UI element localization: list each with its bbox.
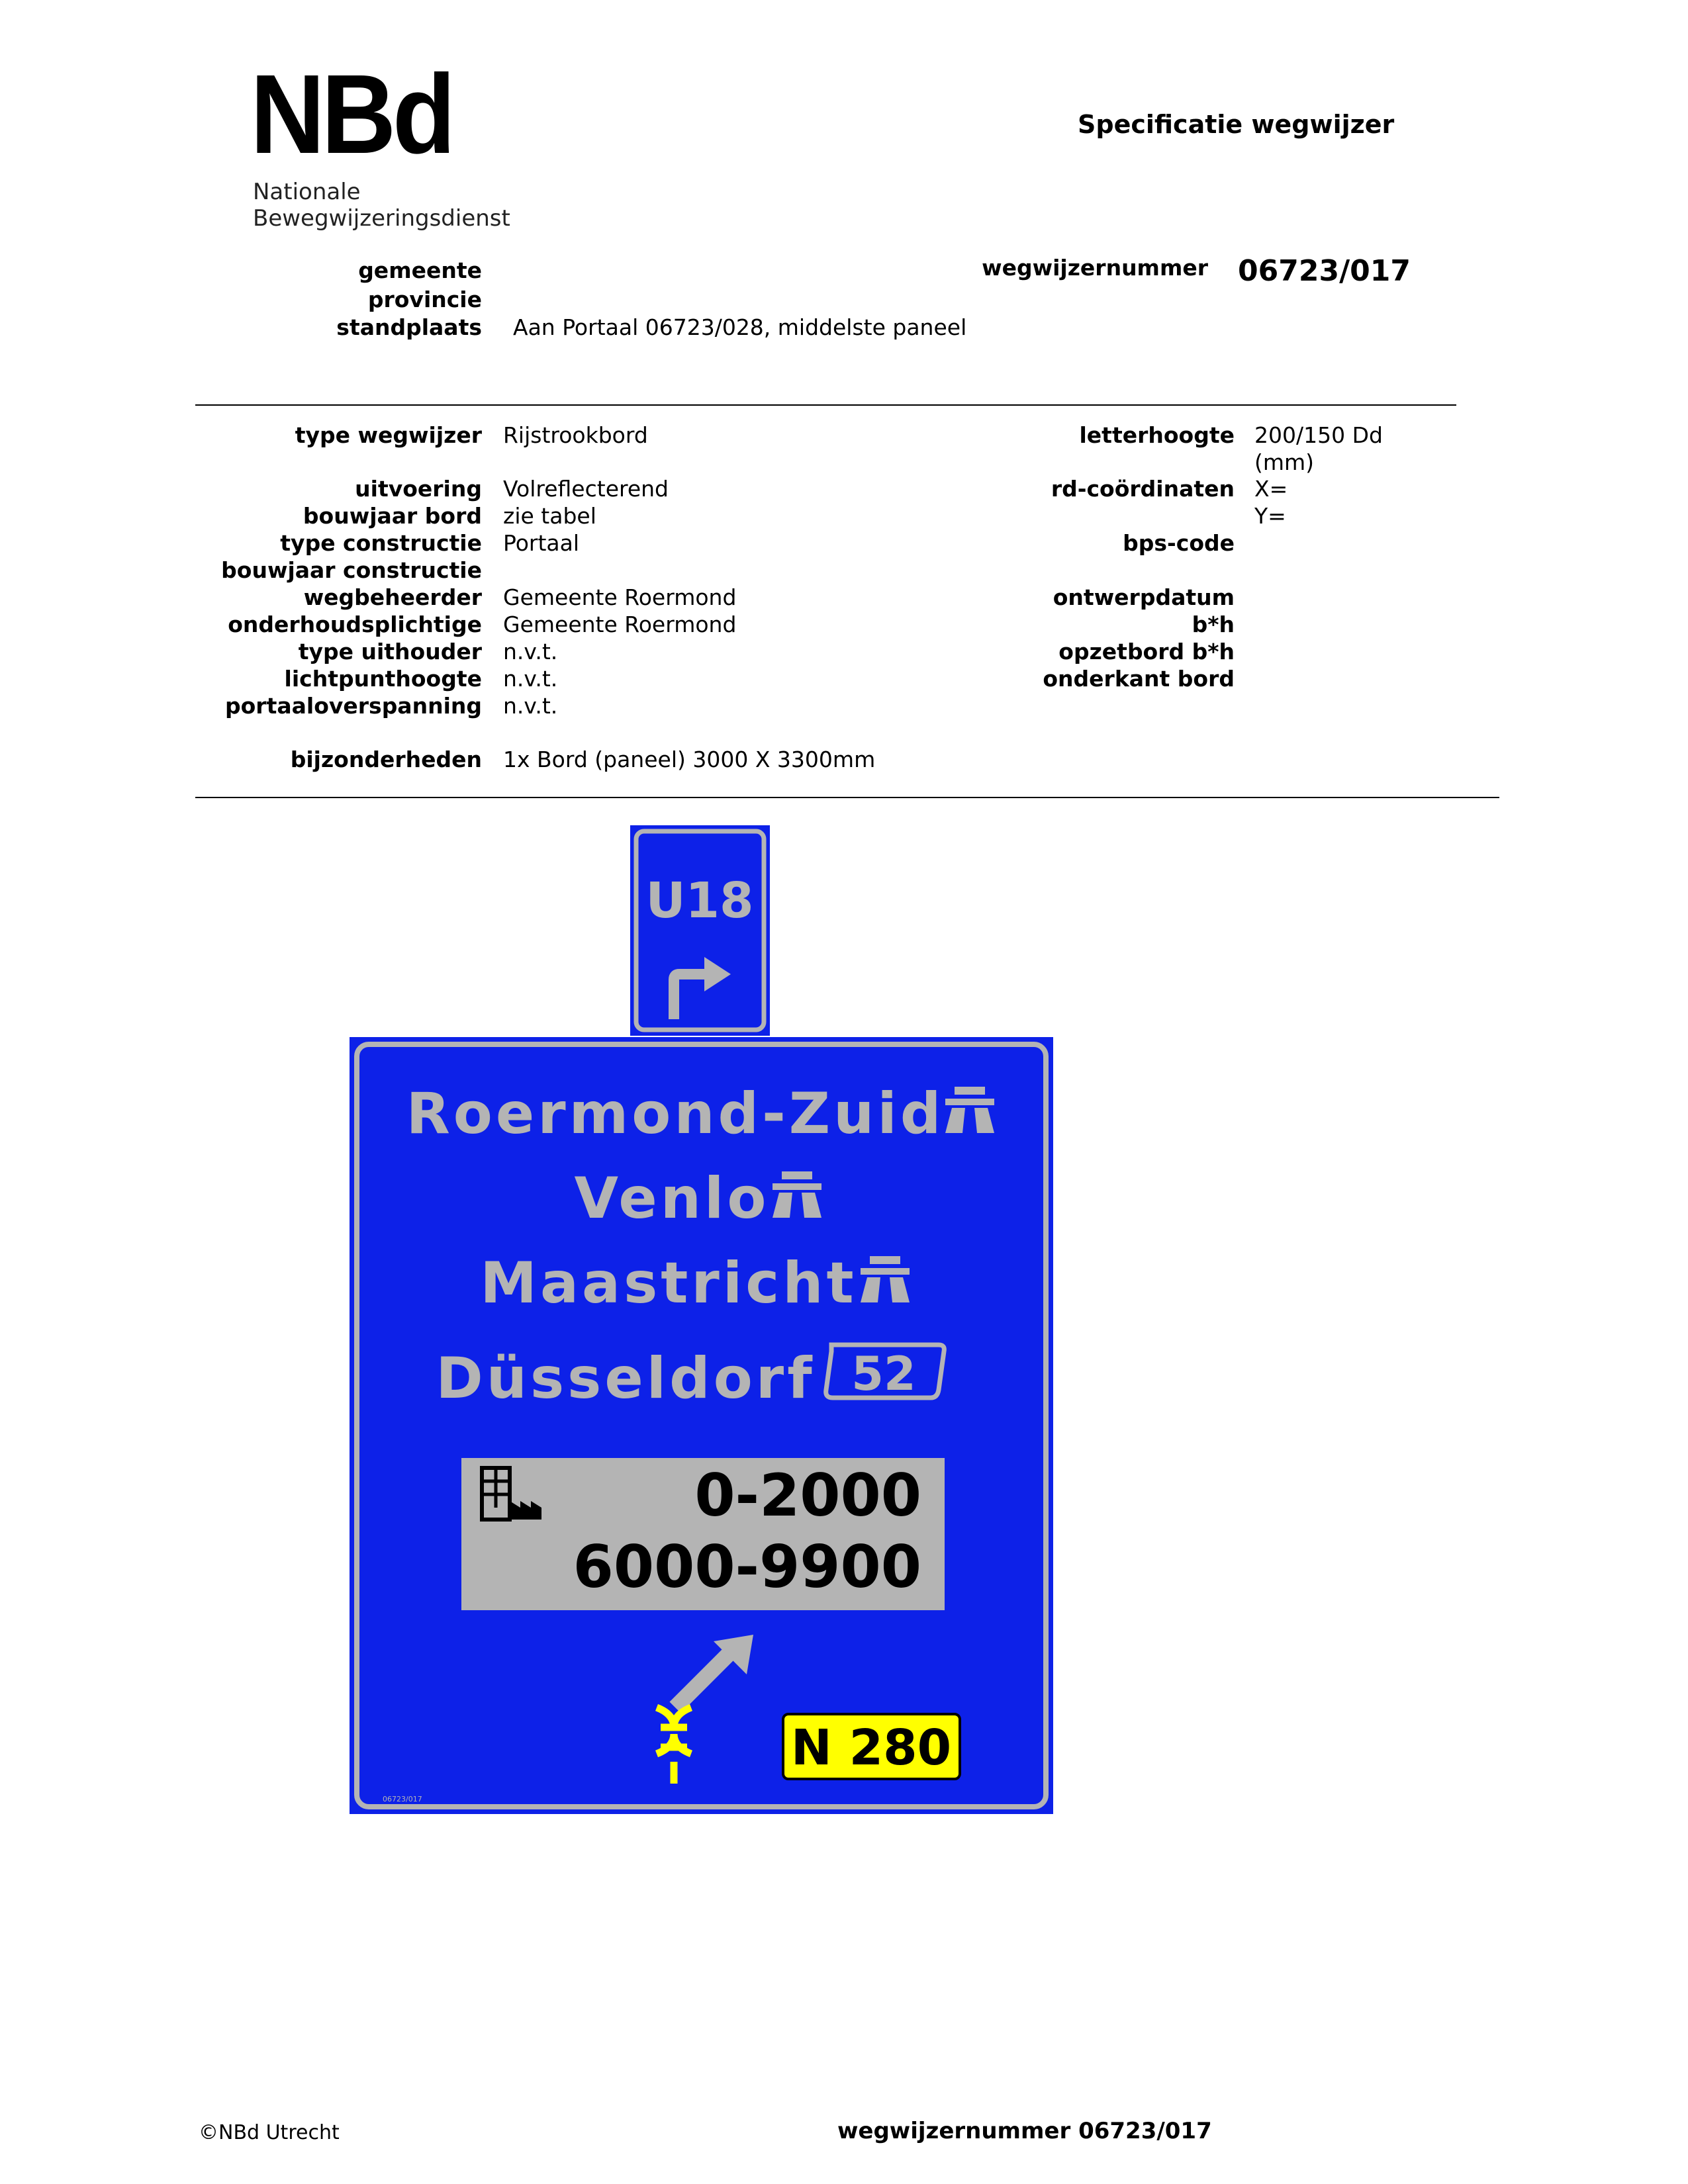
top-panel bbox=[630, 825, 770, 1036]
road-number-plate bbox=[783, 1714, 960, 1779]
road-number-text: N 280 bbox=[790, 1719, 952, 1776]
top-panel-text: U18 bbox=[645, 872, 754, 929]
spec-value: 1x Bord (paneel) 3000 X 3300mm bbox=[503, 747, 876, 772]
wegwijzernummer-label: wegwijzernummer bbox=[982, 255, 1208, 281]
spec-value: n.v.t. bbox=[503, 639, 558, 664]
onderkant-bord-label: onderkant bord bbox=[1043, 666, 1235, 692]
spec-label: type uithouder bbox=[298, 639, 482, 664]
industry-range-2: 6000-9900 bbox=[573, 1533, 921, 1601]
standplaats-value: Aan Portaal 06723/028, middelste paneel bbox=[513, 314, 967, 340]
spec-label: wegbeheerder bbox=[303, 584, 482, 610]
rd-y-value: Y= bbox=[1254, 503, 1286, 529]
logo-mark: NBd bbox=[250, 52, 452, 177]
spec-label: onderhoudsplichtige bbox=[228, 612, 482, 637]
spec-label: portaaloverspanning bbox=[225, 693, 482, 719]
spec-value: Volreflecterend bbox=[503, 476, 669, 502]
destination-roermond: Roermond-Zuid bbox=[406, 1081, 945, 1147]
document-title: Specificatie wegwijzer bbox=[1078, 110, 1395, 139]
opzetbord-label: opzetbord b*h bbox=[1058, 639, 1235, 664]
bh-label: b*h bbox=[1192, 612, 1235, 637]
spec-label: lichtpunthoogte bbox=[284, 666, 482, 692]
spec-label: type constructie bbox=[280, 530, 482, 556]
rd-coordinaten-label: rd-coördinaten bbox=[1051, 476, 1235, 502]
spec-label: bouwjaar constructie bbox=[221, 557, 482, 583]
spec-value: n.v.t. bbox=[503, 693, 558, 719]
spec-value: Rijstrookbord bbox=[503, 422, 648, 448]
industry-box bbox=[461, 1458, 945, 1610]
logo-line-2: Bewegwijzeringsdienst bbox=[253, 205, 510, 232]
letterhoogte-value: 200/150 Dd bbox=[1254, 422, 1383, 448]
letterhoogte-label: letterhoogte bbox=[1079, 422, 1235, 448]
rd-x-value: X= bbox=[1254, 476, 1288, 502]
footer-sign-number: wegwijzernummer 06723/017 bbox=[837, 2118, 1212, 2144]
spec-value: zie tabel bbox=[503, 503, 596, 529]
spec-label: bijzonderheden bbox=[290, 747, 482, 772]
spec-value: Gemeente Roermond bbox=[503, 612, 737, 637]
provincie-label: provincie bbox=[367, 287, 482, 312]
standplaats-label: standplaats bbox=[336, 314, 482, 340]
spec-label: type wegwijzer bbox=[295, 422, 482, 448]
gemeente-label: gemeente bbox=[358, 257, 482, 283]
industry-range-1: 0-2000 bbox=[694, 1461, 921, 1529]
ontwerpdatum-label: ontwerpdatum bbox=[1053, 584, 1235, 610]
destination-dusseldorf: Düsseldorf bbox=[436, 1345, 816, 1412]
spec-value: Gemeente Roermond bbox=[503, 584, 737, 610]
main-panel bbox=[350, 1037, 1053, 1814]
footer-copyright: ©NBd Utrecht bbox=[199, 2121, 340, 2144]
spec-label: bouwjaar bord bbox=[303, 503, 482, 529]
spec-value: n.v.t. bbox=[503, 666, 558, 692]
bps-code-label: bps-code bbox=[1123, 530, 1235, 556]
route-shield-number: 52 bbox=[851, 1347, 916, 1401]
destination-maastricht: Maastricht bbox=[480, 1250, 857, 1316]
logo-line-1: Nationale bbox=[253, 179, 361, 205]
spec-value: Portaal bbox=[503, 530, 580, 556]
wegwijzernummer-value: 06723/017 bbox=[1238, 254, 1411, 288]
letterhoogte-unit: (mm) bbox=[1254, 449, 1315, 475]
spec-label: uitvoering bbox=[355, 476, 482, 502]
destination-venlo: Venlo bbox=[574, 1165, 770, 1232]
panel-code: 06723/017 bbox=[383, 1795, 422, 1803]
